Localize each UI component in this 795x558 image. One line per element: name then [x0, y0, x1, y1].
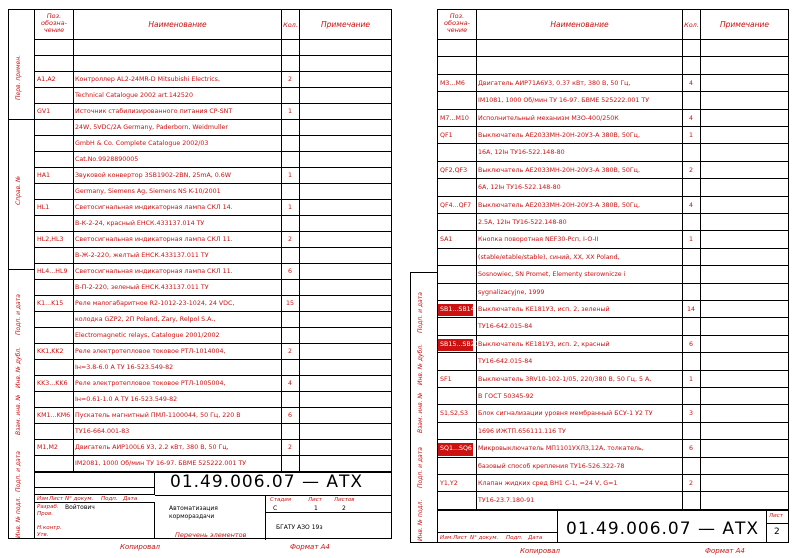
- lst-label-r: Лист: [453, 535, 467, 541]
- position-designator: SB1...SB14: [438, 304, 473, 316]
- label-inv-podl-r: Инв. № подл.: [417, 499, 424, 541]
- item-quantity: 6: [688, 445, 693, 453]
- item-name: Источник стабилизированного питания CP-SNT: [75, 108, 233, 115]
- item-quantity: [682, 57, 700, 74]
- table-row: [438, 318, 788, 335]
- item-name: 24W, 5VDC/2A Germany, Paderborn, Weidmuller: [75, 124, 228, 131]
- subtitle: Перечень элементов: [175, 531, 247, 539]
- item-quantity: [682, 266, 700, 283]
- item-name: Iн=3.8-6.0 А ТУ 16-523.549-82: [75, 364, 174, 371]
- header-name-r: Наименование: [476, 10, 682, 40]
- item-quantity: [682, 318, 700, 335]
- item-name: Technical Catalogue 2002 art.142520: [75, 92, 193, 99]
- item-name: [476, 57, 682, 74]
- right-kopiroval: Копировал: [520, 547, 560, 555]
- item-name: Реле электротепловое токовое РТЛ-1005004,: [75, 380, 226, 387]
- position-designator: [35, 312, 73, 328]
- table-row: [438, 110, 788, 127]
- position-designator: HL2,HL3: [37, 236, 64, 243]
- item-name: Выключатель КЕ181У3, исп. 2, зеленый: [478, 306, 610, 313]
- list-h-label: Лист: [308, 497, 322, 503]
- item-quantity: 1: [688, 375, 693, 383]
- label-podp-data: Подп. и дата: [15, 294, 22, 335]
- table-row: [35, 376, 391, 392]
- position-designator: [35, 120, 73, 136]
- position-designator: A1,A2: [37, 76, 56, 83]
- item-quantity: 6: [287, 412, 292, 419]
- label-podp-data-2: Подп. и дата: [15, 451, 22, 492]
- item-name: Sosnowiec, SN Promet, Elementy sterownicze i: [478, 271, 626, 279]
- table-row: [35, 216, 391, 232]
- item-name: Микровыключатель МП1101УХЛ3,12А, толкатель,: [478, 445, 644, 453]
- item-name: Реле электротепловое токовое РТЛ-1014004,: [75, 348, 226, 355]
- item-name: 16А, 12Iн ТУ16-522.148-80: [478, 149, 565, 157]
- position-designator: [35, 424, 73, 440]
- right-list-label: Лист: [769, 513, 783, 519]
- right-sheet: [437, 9, 789, 543]
- item-quantity: [682, 40, 700, 57]
- item-quantity: 2: [287, 76, 292, 83]
- right-rows: [438, 40, 788, 510]
- position-designator: K1...K15: [37, 300, 64, 307]
- item-name: Исполнительный механизм МЗО-400/250К: [478, 114, 619, 122]
- position-designator: [438, 353, 476, 370]
- item-name: 6А, 12Iн ТУ16-522.148-80: [478, 184, 561, 192]
- table-row: [438, 353, 788, 370]
- utv-label: Утв.: [37, 532, 49, 538]
- position-designator: [35, 152, 73, 168]
- position-designator: Y1,Y2: [440, 480, 458, 487]
- item-quantity: [281, 424, 299, 440]
- item-name: Двигатель АИР100L6 У3, 2.2 кВт, 380 В, 50 Гц,: [75, 444, 229, 451]
- title-line-1: Автоматизация: [169, 505, 218, 512]
- right-header-row: [438, 10, 788, 40]
- position-designator: [35, 248, 73, 264]
- position-designator: [438, 144, 476, 161]
- item-quantity: 1: [287, 204, 292, 211]
- position-designator: [35, 40, 73, 56]
- position-designator: KM1...KM6: [37, 412, 71, 419]
- right-doc-code: 01.49.006.07 — АТХ: [566, 519, 760, 539]
- item-quantity: [682, 458, 700, 475]
- table-row: [35, 424, 391, 440]
- table-row: [35, 168, 391, 184]
- left-kopiroval: Копировал: [120, 543, 160, 551]
- table-row: [438, 284, 788, 301]
- position-designator: SA1: [440, 236, 453, 244]
- item-name: GmbH & Co. Complete Catalogue 2002/03: [75, 140, 209, 147]
- revision-grid: [35, 473, 155, 495]
- left-doc-code: 01.49.006.07 — АТХ: [170, 472, 364, 492]
- podp-label-r: Подп.: [506, 535, 523, 541]
- item-quantity: 14: [686, 306, 695, 313]
- item-quantity: [281, 280, 299, 296]
- item-name: [73, 56, 281, 72]
- item-name: (stable/etable/stable), синий, XX, XX Poland,: [478, 253, 620, 261]
- table-row: [438, 492, 788, 509]
- title-line-2: кормораздачи: [169, 513, 215, 520]
- item-name: ТУ16-664.001-83: [75, 428, 130, 435]
- position-designator: S1,S2,S3: [440, 410, 469, 418]
- item-name: ТУ16-23.7.180-91: [478, 497, 535, 505]
- position-designator: HA1: [37, 172, 51, 179]
- table-row: [35, 408, 391, 424]
- item-name: В-К-2-24, красный ЕНСК.433137.014 ТУ: [75, 220, 205, 227]
- item-name: Клапан жидких сред ВН1 С-1, =24 V, G=1: [478, 480, 618, 487]
- item-name: 2.5А, 12Iн ТУ16-522.148-80: [478, 219, 567, 226]
- table-row: [35, 312, 391, 328]
- item-name: ТУ16-642.015-84: [478, 358, 533, 366]
- table-row: [35, 328, 391, 344]
- table-row: [438, 388, 788, 405]
- item-quantity: [281, 40, 299, 56]
- item-name: Iн=0.61-1.0 А ТУ 16-523.549-82: [75, 396, 178, 403]
- item-quantity: 4: [688, 201, 693, 209]
- item-quantity: 1: [287, 172, 292, 179]
- position-designator: [35, 56, 73, 72]
- item-quantity: 2: [287, 236, 292, 243]
- item-name: Реле малогабаритное R2-1012-23-1024, 24 VDC,: [75, 300, 235, 307]
- position-designator: [438, 458, 476, 475]
- razrab-label: Разраб.: [37, 504, 59, 510]
- item-name: 1696 ИЖТП.656111.116 ТУ: [478, 427, 566, 435]
- position-designator: [35, 136, 73, 152]
- item-quantity: [682, 249, 700, 266]
- table-row: [438, 301, 788, 318]
- table-row: [35, 136, 391, 152]
- table-row: [35, 392, 391, 408]
- item-quantity: 6: [287, 268, 292, 275]
- header-note-r: Примечание: [700, 10, 788, 40]
- position-designator: SF1: [440, 375, 452, 383]
- item-quantity: [281, 88, 299, 104]
- table-row: [438, 249, 788, 266]
- item-name: ТУ16-642.015-84: [478, 323, 533, 331]
- position-designator: KK1,KK2: [37, 348, 64, 355]
- item-quantity: [682, 179, 700, 196]
- item-quantity: 2: [688, 480, 693, 487]
- table-row: [438, 162, 788, 179]
- position-designator: M3...M6: [440, 79, 465, 87]
- item-quantity: [281, 120, 299, 136]
- table-row: [438, 336, 788, 353]
- table-row: [35, 56, 391, 72]
- table-row: [35, 104, 391, 120]
- table-row: [438, 423, 788, 440]
- label-podp-data-2-r: Подп. и дата: [417, 447, 424, 488]
- position-designator: [438, 318, 476, 335]
- position-designator: [438, 214, 476, 231]
- right-page-box: [766, 511, 788, 543]
- table-row: [35, 344, 391, 360]
- table-row: [35, 248, 391, 264]
- item-quantity: 1: [688, 236, 693, 244]
- item-quantity: [682, 214, 700, 231]
- left-rows: [35, 40, 391, 472]
- label-vzam-inv: Взам. инв. №: [15, 394, 22, 435]
- position-designator: [438, 388, 476, 405]
- razrab-name: Войтович: [65, 504, 95, 511]
- table-row: [438, 371, 788, 388]
- position-designator: M1,M2: [37, 444, 58, 451]
- position-designator: [438, 57, 476, 74]
- position-designator: GV1: [37, 108, 51, 115]
- stadia-label: Стадия: [270, 497, 292, 503]
- table-row: [438, 75, 788, 92]
- item-name: Выключатель АЕ2033МН-20Н-20У3-А 380В, 50Гц,: [478, 166, 640, 174]
- position-designator: HL4...HL9: [37, 268, 68, 275]
- label-perv-prim: Перв. примен.: [15, 54, 22, 100]
- position-designator: HL1: [37, 204, 50, 211]
- position-designator: QF2,QF3: [440, 166, 468, 174]
- item-quantity: [281, 56, 299, 72]
- stadia-value: С: [273, 505, 278, 512]
- position-designator: [35, 280, 73, 296]
- position-designator: [438, 249, 476, 266]
- item-name: В-Ж-2-220, желтый ЕНСК.433137.011 ТУ: [75, 252, 209, 259]
- item-name: Germany, Siemens Ag, Siemens NS K-10/2001: [75, 188, 221, 195]
- item-quantity: 15: [285, 300, 294, 307]
- stage-area: [265, 496, 391, 540]
- position-designator: [35, 360, 73, 376]
- left-title-block: [35, 472, 391, 538]
- table-row: [438, 179, 788, 196]
- list-value: 1: [314, 505, 318, 512]
- nkontr-label: Н.контр.: [37, 525, 62, 531]
- prov-label: Пров.: [37, 511, 53, 517]
- item-name: IM2081, 1000 Об/мин ТУ 16-97. БВМЕ 525222.001 ТУ: [75, 460, 247, 467]
- data-label-r: Дата: [528, 535, 543, 541]
- item-quantity: [682, 492, 700, 509]
- table-row: [35, 72, 391, 88]
- header-qty-r: Кол.: [682, 10, 700, 40]
- table-row: [438, 440, 788, 457]
- list-label: Лист: [49, 496, 63, 502]
- item-quantity: 2: [287, 348, 292, 355]
- table-row: [438, 266, 788, 283]
- position-designator: SQ1...SQ6: [438, 443, 473, 455]
- header-pos-r: Поз. обозна-чение: [444, 12, 470, 34]
- right-title-block: [438, 510, 788, 542]
- item-name: Светосигнальная индикаторная лампа СКЛ 11.: [75, 236, 233, 243]
- table-row: [438, 475, 788, 492]
- table-row: [35, 440, 391, 456]
- item-quantity: [281, 184, 299, 200]
- item-name: Выключатель АЕ2033МН-20Н-20У3-А 380В, 50Гц,: [478, 132, 640, 139]
- table-row: [35, 456, 391, 472]
- left-margin-strip: [8, 9, 34, 539]
- item-name: Cat.No.9928890005: [75, 156, 139, 163]
- listov-label: Листов: [334, 497, 355, 503]
- header-name: Наименование: [73, 10, 281, 40]
- izm-label: Изм: [37, 496, 49, 502]
- item-name: [476, 40, 682, 57]
- position-designator: [35, 216, 73, 232]
- table-row: [438, 40, 788, 57]
- position-designator: [438, 423, 476, 440]
- item-name: Контроллер AL2-24MR-D Mitsubishi Electrics,: [75, 76, 220, 83]
- position-designator: KK3...KK6: [37, 380, 68, 387]
- item-quantity: [682, 423, 700, 440]
- item-name: Светосигнальная индикаторная лампа СКЛ 11.: [75, 268, 233, 275]
- table-row: [438, 231, 788, 248]
- item-name: Звуковой конвертор 3SB1902-2BN, 25mA, 0.6W: [75, 172, 232, 179]
- item-name: IM1081, 1000 Об/мин ТУ 16-97. БВМЕ 525222.001 ТУ: [478, 97, 650, 105]
- item-quantity: [682, 388, 700, 405]
- item-name: Пускатель магнитный ПМЛ-1100044, 50 Гц, 220 В: [75, 412, 241, 419]
- item-name: Двигатель АИР71А6У3, 0.37 кВт, 380 В, 50 Гц,: [478, 79, 631, 87]
- item-quantity: [281, 312, 299, 328]
- table-row: [438, 458, 788, 475]
- position-designator: [438, 92, 476, 109]
- item-quantity: [682, 353, 700, 370]
- item-name: Выключатель АЕ2033МН-20Н-20У3-А 380В, 50Гц,: [478, 201, 640, 209]
- item-quantity: [682, 144, 700, 161]
- table-row: [438, 127, 788, 144]
- item-name: Выключатель КЕ181У3, исп. 2, красный: [478, 340, 610, 348]
- izm-label-r: Изм.: [440, 535, 453, 541]
- label-vzam-inv-r: Взам. инв. №: [417, 392, 424, 433]
- table-row: [438, 197, 788, 214]
- item-quantity: 2: [688, 166, 693, 174]
- org-name: БГАТУ АЗО 19з: [276, 524, 323, 531]
- position-designator: [35, 392, 73, 408]
- item-quantity: 1: [688, 132, 693, 139]
- position-designator: [438, 179, 476, 196]
- item-quantity: [281, 392, 299, 408]
- item-quantity: [281, 136, 299, 152]
- table-row: [438, 214, 788, 231]
- right-format: Формат А4: [705, 547, 745, 555]
- table-row: [35, 200, 391, 216]
- header-note: Примечание: [299, 10, 391, 40]
- position-designator: [438, 492, 476, 509]
- item-name: Блок сигнализации уровня мембранный БСУ-1 У2 ТУ: [478, 410, 653, 418]
- table-row: [35, 264, 391, 280]
- table-row: [438, 92, 788, 109]
- item-quantity: [281, 328, 299, 344]
- label-inv-dubl: Инв. № дубл.: [15, 346, 22, 388]
- position-designator: [438, 40, 476, 57]
- label-podp-data-r: Подп. и дата: [417, 292, 424, 333]
- position-designator: [35, 184, 73, 200]
- position-designator: QF1: [440, 132, 453, 139]
- left-header-row: [35, 10, 391, 40]
- item-quantity: [281, 152, 299, 168]
- right-margin-strip: [410, 272, 437, 543]
- item-name: sygnalizacyjne, 1999: [478, 288, 545, 296]
- data-label: Дата: [123, 496, 138, 502]
- item-name: [73, 40, 281, 56]
- podp-label: Подп.: [101, 496, 118, 502]
- header-qty: Кол.: [281, 10, 299, 40]
- item-quantity: [281, 248, 299, 264]
- left-format: Формат А4: [290, 543, 330, 551]
- doc-no-label-r: N° докум.: [470, 535, 499, 541]
- signatures-grid: [35, 502, 155, 539]
- title-area: [155, 495, 391, 539]
- item-name: колодка GZP2, 2П Poland, Zary, Relpol S.A.,: [75, 316, 216, 323]
- position-designator: [438, 284, 476, 301]
- table-row: [35, 296, 391, 312]
- item-quantity: 2: [287, 444, 292, 451]
- listov-value: 2: [342, 505, 346, 512]
- item-name: В ГОСТ 50345-92: [478, 393, 534, 400]
- position-designator: [438, 266, 476, 283]
- item-quantity: 6: [688, 340, 693, 348]
- item-name: Светосигнальная индикаторная лампа СКЛ 14.: [75, 204, 233, 211]
- item-name: В-П-2-220, зеленый ЕНСК.433137.011 ТУ: [75, 284, 209, 291]
- right-list-value: 2: [774, 527, 780, 537]
- item-quantity: 1: [287, 108, 292, 115]
- table-row: [35, 152, 391, 168]
- left-sheet: [34, 9, 392, 539]
- item-quantity: [281, 456, 299, 472]
- table-row: [35, 360, 391, 376]
- label-inv-podl: Инв. № подл.: [15, 496, 22, 538]
- header-pos: Поз. обозна-чение: [41, 12, 67, 34]
- table-row: [35, 232, 391, 248]
- item-name: Выключатель 3RV10-102-1/05, 220/380 В, 50 Гц, 5 А,: [478, 375, 652, 383]
- table-row: [35, 88, 391, 104]
- item-quantity: [682, 92, 700, 109]
- item-quantity: [682, 284, 700, 301]
- table-row: [35, 40, 391, 56]
- position-designator: [35, 456, 73, 472]
- item-quantity: [281, 216, 299, 232]
- table-row: [438, 57, 788, 74]
- item-quantity: 4: [688, 79, 693, 87]
- position-designator: [35, 328, 73, 344]
- label-sprav: Справ. №: [15, 175, 22, 205]
- label-inv-dubl-r: Инв. № дубл.: [417, 343, 424, 385]
- item-quantity: 3: [688, 410, 693, 418]
- table-row: [438, 405, 788, 422]
- position-designator: M7...M10: [440, 114, 469, 122]
- doc-no-label: N° докум.: [65, 496, 94, 502]
- position-designator: SB15...SB20: [438, 339, 473, 351]
- table-row: [35, 120, 391, 136]
- item-name: базовый способ крепления ТУ16-526.322-78: [478, 462, 625, 470]
- position-designator: QF4...QF7: [440, 201, 472, 209]
- item-name: Кнопка поворотная NEF30-Рсп, I-O-II: [478, 236, 599, 244]
- table-row: [35, 280, 391, 296]
- item-quantity: [281, 360, 299, 376]
- item-quantity: 4: [287, 380, 292, 387]
- item-quantity: 4: [688, 114, 693, 122]
- table-row: [438, 144, 788, 161]
- table-row: [35, 184, 391, 200]
- item-name: Electromagnetic relays, Catalogue 2001/2002: [75, 332, 220, 339]
- position-designator: [35, 88, 73, 104]
